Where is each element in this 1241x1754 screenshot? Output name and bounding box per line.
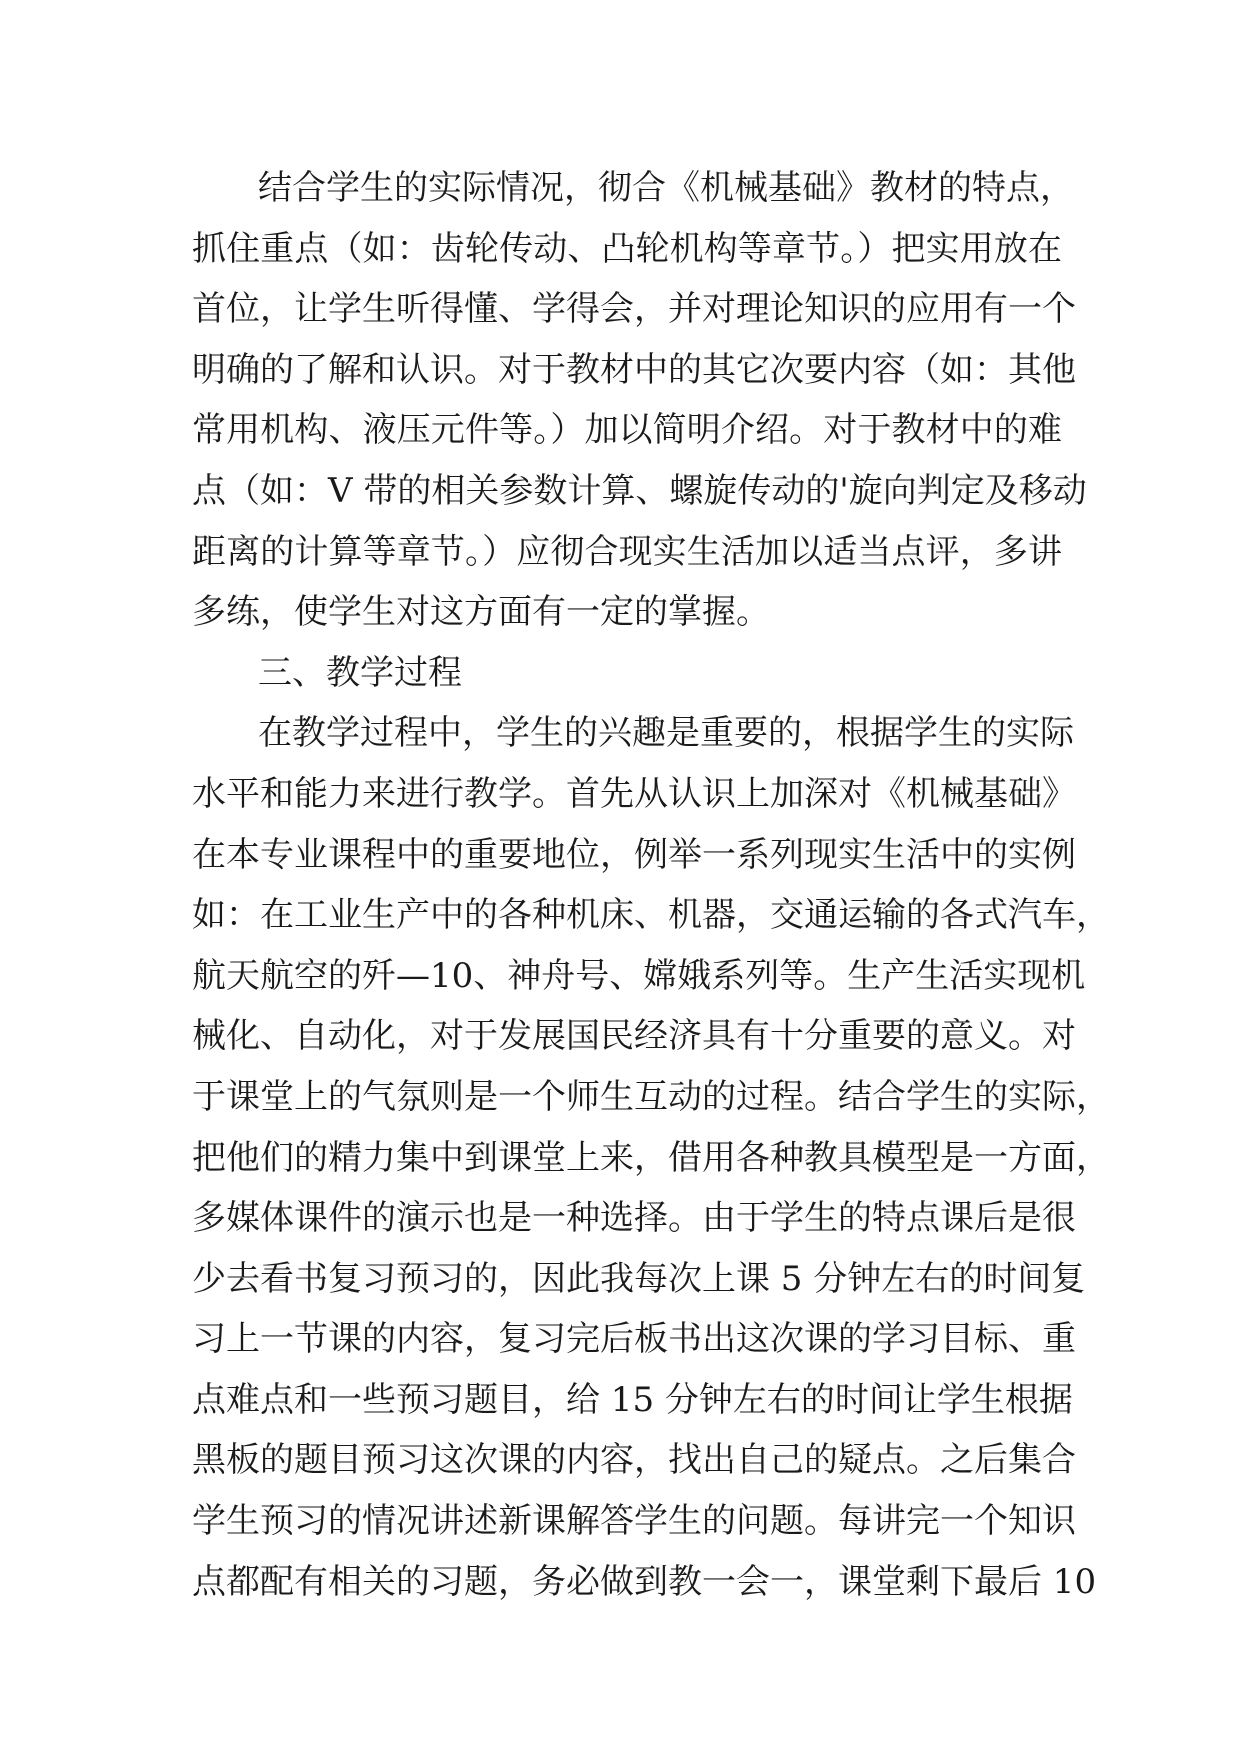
paragraph-line: 把他们的精力集中到课堂上来，借用各种教具模型是一方面，	[192, 1137, 1110, 1178]
section-heading: 三、教学过程	[258, 652, 462, 693]
paragraph-line: 多媒体课件的演示也是一种选择。由于学生的特点课后是很	[192, 1198, 1076, 1239]
paragraph-line: 黑板的题目预习这次课的内容，找出自己的疑点。之后集合	[192, 1440, 1076, 1481]
paragraph-line: 明确的了解和认识。对于教材中的其它次要内容（如：其他	[192, 349, 1076, 390]
paragraph-line: 少去看书复习预习的，因此我每次上课 5 分钟左右的时间复	[192, 1258, 1086, 1299]
paragraph-line: 械化、自动化，对于发展国民经济具有十分重要的意义。对	[192, 1016, 1076, 1057]
paragraph-line: 点（如：V 带的相关参数计算、螺旋传动的'旋向判定及移动	[192, 470, 1087, 511]
paragraph-line: 多练，使学生对这方面有一定的掌握。	[192, 592, 770, 633]
paragraph-line: 距离的计算等章节。）应彻合现实生活加以适当点评，多讲	[192, 531, 1062, 572]
document-body	[192, 158, 1110, 1612]
paragraph-line: 点都配有相关的习题，务必做到教一会一，课堂剩下最后 10	[192, 1561, 1097, 1602]
paragraph-line: 首位，让学生听得懂、学得会，并对理论知识的应用有一个	[192, 289, 1076, 330]
paragraph-line: 于课堂上的气氛则是一个师生互动的过程。结合学生的实际，	[192, 1076, 1110, 1117]
paragraph-line: 如：在工业生产中的各种机床、机器，交通运输的各式汽车，	[192, 895, 1110, 936]
paragraph-line: 习上一节课的内容，复习完后板书出这次课的学习目标、重	[192, 1319, 1076, 1360]
paragraph-line: 点难点和一些预习题目，给 15 分钟左右的时间让学生根据	[192, 1379, 1073, 1420]
paragraph-line: 结合学生的实际情况，彻合《机械基础》教材的特点，	[258, 168, 1074, 208]
paragraph-line: 常用机构、液压元件等。）加以简明介绍。对于教材中的难	[192, 410, 1062, 451]
paragraph-line: 抓住重点（如：齿轮传动、凸轮机构等章节。）把实用放在	[192, 228, 1062, 269]
paragraph-line: 航天航空的歼—10、神舟号、嫦娥系列等。生产生活实现机	[192, 955, 1086, 996]
paragraph-line: 在本专业课程中的重要地位，例举一系列现实生活中的实例	[192, 834, 1076, 875]
paragraph-line: 水平和能力来进行教学。首先从认识上加深对《机械基础》	[192, 773, 1076, 814]
paragraph-line: 学生预习的情况讲述新课解答学生的问题。每讲完一个知识	[192, 1501, 1076, 1542]
paragraph-line: 在教学过程中，学生的兴趣是重要的，根据学生的实际	[258, 713, 1074, 754]
